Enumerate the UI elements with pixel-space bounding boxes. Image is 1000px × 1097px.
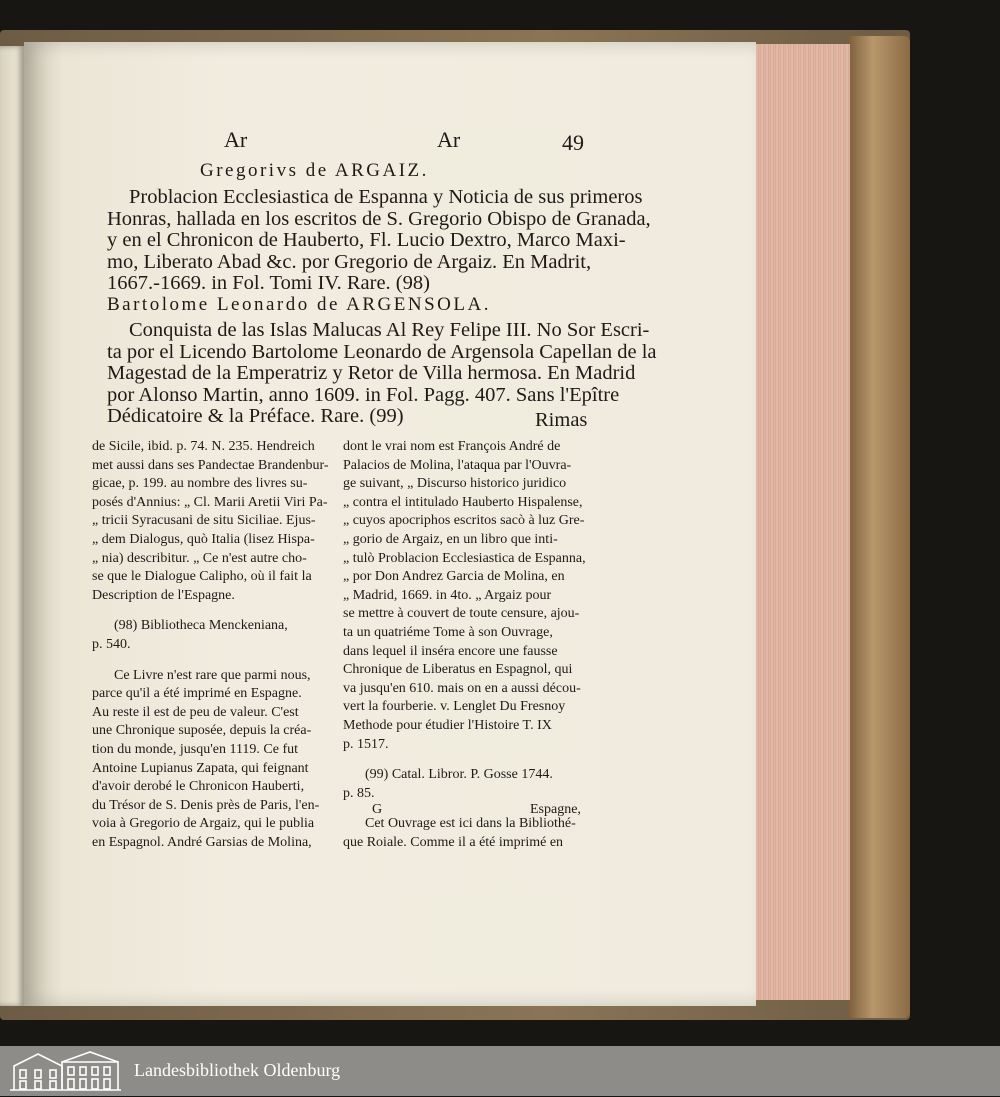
entry-body <box>107 319 657 428</box>
note-line: (98) Bibliotheca Menckeniana, <box>114 618 288 634</box>
note-line: Au reste il est de peu de valeur. C'est <box>92 704 299 720</box>
note-line: Antoine Lupianus Zapata, qui feignant <box>92 760 309 776</box>
library-building-icon <box>8 1050 123 1092</box>
library-name: Landesbibliothek Oldenburg <box>134 1060 341 1080</box>
note-line: tion du monde, jusqu'en 1119. Ce fut <box>92 741 299 757</box>
note-line: voia à Gregorio de Argaiz, qui le publia <box>92 816 315 832</box>
note-line: „ gorio de Argaiz, en un libro que inti- <box>343 531 558 547</box>
note-line: p. 1517. <box>343 736 389 752</box>
entry-line: Magestad de la Emperatriz y Retor de Villa hermosa. En Madrid <box>107 362 636 384</box>
note-line: ta un quatriéme Tome à son Ouvrage, <box>343 624 553 640</box>
note-line: p. 540. <box>92 636 131 652</box>
note-line: en Espagnol. André Garsias de Molina, <box>92 834 312 850</box>
entry-line: y en el Chronicon de Hauberto, Fl. Lucio Dextro, Marco Maxi- <box>107 229 626 251</box>
note-line: met aussi dans ses Pandectae Brandenbur- <box>92 457 329 473</box>
note-line: Chronique de Liberatus en Espagnol, qui <box>343 662 573 678</box>
note-line: „ por Don Andrez Garcia de Molina, en <box>343 569 565 585</box>
note-line: p. 85. <box>343 785 375 801</box>
note-line: que Roiale. Comme il a été imprimé en <box>343 834 564 850</box>
facing-page-edge <box>0 46 24 1006</box>
entry-line: 1667.-1669. in Fol. Tomi IV. Rare. (98) <box>107 272 430 294</box>
note-line: gicae, p. 199. au nombre des livres su- <box>92 476 308 492</box>
note-line: dans lequel il inséra encore une fausse <box>343 643 558 659</box>
note-line: se que le Dialogue Calipho, où il fait la <box>92 569 312 585</box>
entry-line: Dédicatoire & la Préface. Rare. (99) <box>107 405 404 427</box>
page-number: 49 <box>562 130 584 155</box>
signature-mark: G <box>372 802 383 817</box>
note-line: (99) Catal. Libror. P. Gosse 1744. <box>365 767 553 783</box>
note-line: „ tricii Syracusani de situ Siciliae. Ejus- <box>92 513 316 529</box>
note-line: ge suivant, „ Discurso historico juridico <box>343 476 567 492</box>
note-line: Ce Livre n'est rare que parmi nous, <box>114 667 311 683</box>
note-line: „ contra el intitulado Hauberto Hispalense, <box>343 494 583 510</box>
entry-line: mo, Liberato Abad &c. por Gregorio de Argaiz. En Madrit, <box>107 250 592 273</box>
note-line: va jusqu'en 610. mais on en a aussi décou- <box>343 680 581 696</box>
footnote-column-left <box>92 438 330 852</box>
entry-line: por Alonso Martin, anno 1609. in Fol. Pagg. 407. Sans l'Epître <box>107 383 620 406</box>
note-line: de Sicile, ibid. p. 74. N. 235. Hendreich <box>92 439 315 454</box>
note-line: „ cuyos apocriphos escritos sacò à luz Gre- <box>343 513 585 529</box>
entry-line: Honras, hallada en los escritos de S. Gregorio Obispo de Granada, <box>107 207 651 230</box>
note-line: „ tulò Problacion Ecclesiastica de Espanna, <box>343 550 586 566</box>
note-line: se mettre à couvert de toute censure, ajou- <box>343 606 580 622</box>
footnote-column-right <box>343 438 586 852</box>
note-line: Methode pour étudier l'Histoire T. IX <box>343 717 552 733</box>
catchword: Rimas <box>535 409 588 431</box>
entry-title: Bartolome Leonardo de ARGENSOLA. <box>107 294 491 315</box>
note-line: Palacios de Molina, l'ataqua par l'Ouvra- <box>343 457 572 473</box>
running-head-left: Ar <box>224 127 248 152</box>
note-line: „ dem Dialogus, quò Italia (lisez Hispa- <box>92 531 315 547</box>
entry-line: ta por el Licendo Bartolome Leonardo de Argensola Capellan de la <box>107 340 657 363</box>
note-line: Cet Ouvrage est ici dans la Bibliothé- <box>365 816 576 832</box>
running-head-center: Ar <box>437 127 461 152</box>
catchword-right: Espagne, <box>530 802 581 817</box>
note-line: Description de l'Espagne. <box>92 587 235 603</box>
note-line: du Trésor de S. Denis près de Paris, l'en- <box>92 797 320 813</box>
entry-title: Gregorivs de ARGAIZ. <box>200 160 429 181</box>
note-line: parce qu'il a été imprimé en Espagne. <box>92 686 302 702</box>
note-line: „ nia) describitur. „ Ce n'est autre cho- <box>92 550 307 566</box>
entry-line: Problacion Ecclesiastica de Espanna y Noticia de sus primeros <box>129 186 643 208</box>
entry-body <box>107 186 651 295</box>
note-line: dont le vrai nom est François André de <box>343 439 561 454</box>
note-line: d'avoir derobé le Chronicon Hauberti, <box>92 779 305 795</box>
book-spine-edge <box>848 36 910 1018</box>
entry-line: Conquista de las Islas Malucas Al Rey Felipe III. No Sor Escri- <box>129 319 650 341</box>
page-edges <box>752 44 850 1000</box>
note-line: „ Madrid, 1669. in 4to. „ Argaiz pour <box>343 587 552 603</box>
note-line: posés d'Annius: „ Cl. Marii Aretii Viri Pa- <box>92 494 328 510</box>
note-line: vert la fourberie. v. Lenglet Du Fresnoy <box>343 699 566 715</box>
note-line: une Chronique suposée, depuis la créa- <box>92 723 312 739</box>
